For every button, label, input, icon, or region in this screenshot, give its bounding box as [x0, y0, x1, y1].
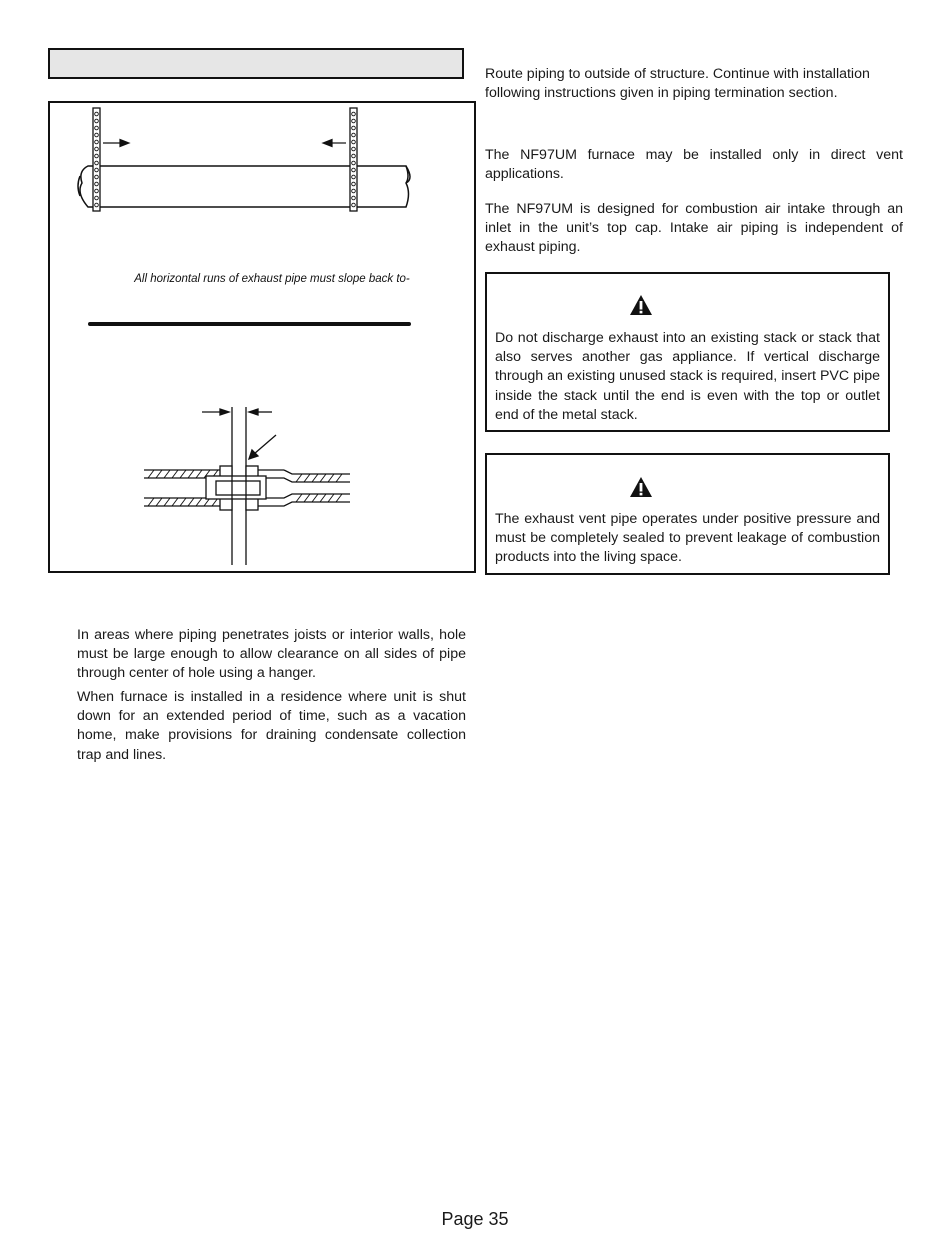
warning-triangle-icon: [629, 476, 653, 498]
warning-text-stack: Do not discharge exhaust into an existing stack or stack that also serves another gas appliance. If vertical discharge through an existing unused stack is required, insert PVC pipe inside the stack until the end is even with the top or outlet end of the metal stack.: [495, 330, 880, 423]
section-header-bar: [48, 48, 464, 79]
vacation-home-paragraph: When furnace is installed in a residence where unit is shut down for an extended period of time, such as a vacation home, make provisions for draining condensate collection trap and lines.: [77, 689, 466, 763]
joist-penetration-detail: [144, 407, 350, 565]
right-strap-hanger: [350, 108, 357, 211]
joist-clearance-paragraph: In areas where piping penetrates joists or interior walls, hole must be large enough to allow clearance on all sides of pipe through center of hole using a hanger.: [77, 627, 466, 682]
warning-box-pressure: [485, 453, 890, 575]
warning-text-pressure: The exhaust vent pipe operates under positive pressure and must be completely sealed to prevent leakage of combustion products into the living space.: [495, 511, 880, 566]
slope-bar: [88, 322, 411, 326]
strap-arrows: [103, 140, 346, 147]
horizontal-pipe: [78, 166, 410, 207]
warning-box-stack: [485, 272, 890, 432]
intake-design-paragraph: The NF97UM is designed for combustion air intake through an inlet in the unit’s top cap. Intake air piping is independent of exhaust piping.: [485, 201, 903, 256]
route-piping-paragraph: Route piping to outside of structure. Continue with installation following instructions given in piping termination section.: [485, 66, 870, 102]
figure-caption: All horizontal runs of exhaust pipe must slope back to-: [134, 273, 410, 285]
left-strap-hanger: [93, 108, 100, 211]
warning-triangle-icon: [629, 294, 653, 316]
page-number: Page 35: [441, 1209, 509, 1229]
pipe-hanger-illustration: [48, 101, 476, 573]
direct-vent-paragraph: The NF97UM furnace may be installed only in direct vent applications.: [485, 147, 903, 183]
